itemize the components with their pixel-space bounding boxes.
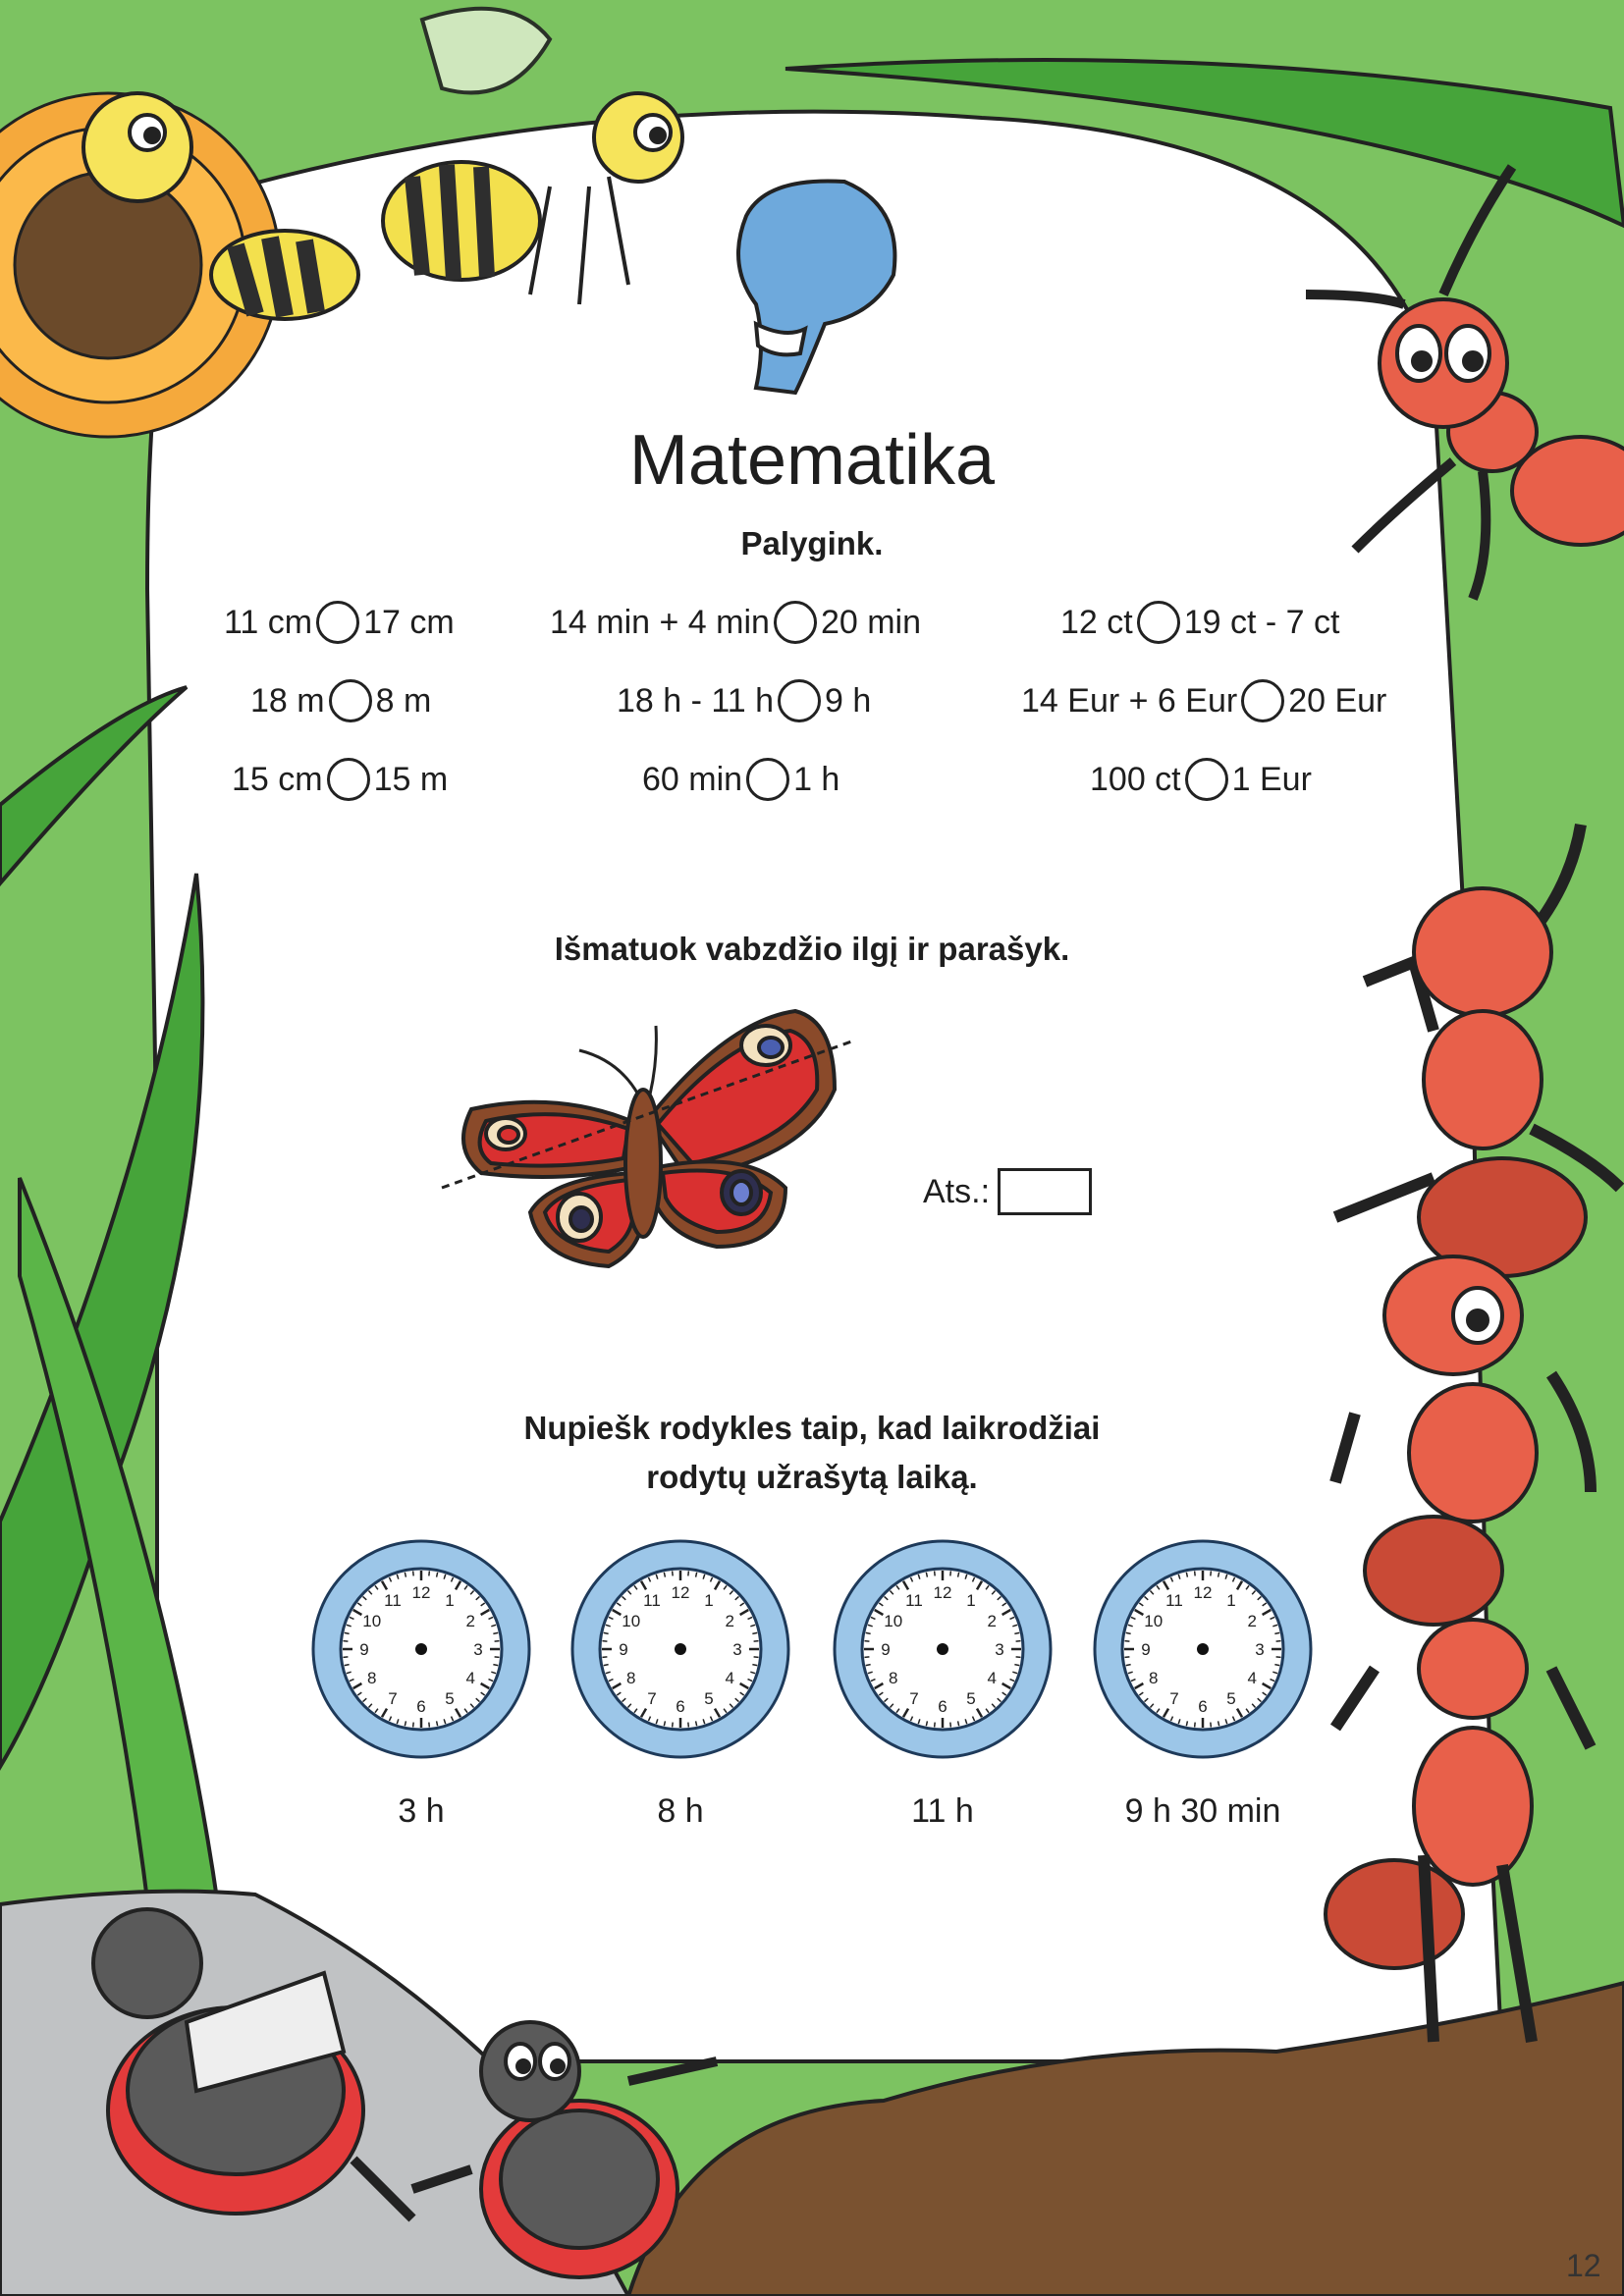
comparison-item <box>250 679 431 722</box>
clock-tick <box>1274 1632 1279 1633</box>
clock-numeral: 12 <box>933 1583 952 1602</box>
answer-circle[interactable] <box>746 758 789 801</box>
clock-tick <box>437 1721 438 1726</box>
comparison-item <box>1021 679 1386 722</box>
answer-circle[interactable] <box>1137 601 1180 644</box>
comparison-item <box>1060 601 1339 644</box>
clock-face[interactable] <box>1090 1536 1316 1762</box>
clock-tick <box>495 1657 500 1658</box>
clock-tick <box>664 1721 665 1726</box>
clock-numeral: 7 <box>647 1689 657 1709</box>
clock-tick <box>405 1721 406 1726</box>
clock-tick <box>1276 1657 1281 1658</box>
clock-tick <box>345 1665 350 1666</box>
clock-tick <box>1014 1665 1019 1666</box>
clock-tick <box>1124 1657 1129 1658</box>
answer-box[interactable] <box>998 1168 1092 1215</box>
clock-tick <box>1186 1721 1187 1726</box>
butterfly-icon <box>432 1001 864 1286</box>
clock-tick <box>602 1641 607 1642</box>
answer-circle[interactable] <box>329 679 372 722</box>
clock-tick <box>926 1721 927 1726</box>
clock-instruction-line1: Nupiešk rodykles taip, kad laikrodžiai <box>523 1410 1101 1446</box>
clock-tick <box>1186 1573 1187 1577</box>
clock-numeral: 5 <box>966 1689 976 1709</box>
answer-circle[interactable] <box>1241 679 1284 722</box>
clock-numeral: 9 <box>359 1640 369 1659</box>
comparison-right: 8 m <box>375 681 432 720</box>
comparison-item <box>642 758 839 801</box>
clock-time-label: 11 h <box>911 1792 974 1830</box>
clock-tick <box>413 1723 414 1728</box>
comparison-left: 60 min <box>642 760 743 798</box>
clock-time-label: 3 h <box>398 1792 445 1830</box>
comparison-left: 18 m <box>250 681 325 720</box>
clock-tick <box>673 1723 674 1728</box>
clock-tick <box>604 1632 609 1633</box>
clock-time-label: 8 h <box>657 1792 704 1830</box>
clock-tick <box>950 1723 951 1728</box>
clock-tick <box>1126 1632 1131 1633</box>
answer-circle[interactable] <box>316 601 359 644</box>
clock-instruction-line2: rodytų užrašytą laiką. <box>646 1459 978 1495</box>
page-title: Matematika <box>628 421 996 500</box>
clock-numeral: 12 <box>1193 1583 1213 1602</box>
clock-tick <box>754 1641 759 1642</box>
clock-numeral: 10 <box>1144 1612 1164 1630</box>
clock-tick <box>493 1632 498 1633</box>
clock-numeral: 5 <box>445 1689 455 1709</box>
clock-time-label: 9 h 30 min <box>1124 1792 1281 1830</box>
clock-numeral: 1 <box>966 1590 976 1610</box>
clock-center <box>1197 1643 1209 1655</box>
clock-center <box>675 1643 686 1655</box>
clock-tick <box>1218 1573 1219 1577</box>
clock-numeral: 11 <box>384 1590 402 1610</box>
clock-numeral: 10 <box>622 1612 641 1630</box>
answer-circle[interactable] <box>327 758 370 801</box>
clock-numeral: 4 <box>465 1669 475 1687</box>
clock-numeral: 2 <box>725 1612 734 1630</box>
clock-tick <box>664 1573 665 1577</box>
comparison-right: 1 Eur <box>1231 760 1312 798</box>
comparison-left: 100 ct <box>1090 760 1181 798</box>
clock-numeral: 10 <box>362 1612 382 1630</box>
clock-tick <box>935 1723 936 1728</box>
clock-tick <box>1016 1657 1021 1658</box>
answer-label: Ats.: <box>923 1173 991 1210</box>
clock-numeral: 3 <box>732 1640 742 1659</box>
clock-tick <box>495 1641 500 1642</box>
clock-tick <box>1218 1721 1219 1726</box>
clock-tick <box>413 1571 414 1575</box>
clock-numeral: 4 <box>725 1669 734 1687</box>
clock-numeral: 8 <box>889 1669 898 1687</box>
clock-numeral: 3 <box>995 1640 1004 1659</box>
clock-tick <box>696 1721 697 1726</box>
answer-circle[interactable] <box>1185 758 1228 801</box>
clock-numeral: 7 <box>1169 1689 1179 1709</box>
clock-tick <box>429 1571 430 1575</box>
comparison-right: 19 ct - 7 ct <box>1183 603 1340 641</box>
clock-tick <box>950 1571 951 1575</box>
clock-tick <box>864 1657 869 1658</box>
clock-numeral: 12 <box>411 1583 431 1602</box>
clock-tick <box>1195 1723 1196 1728</box>
clock-numeral: 1 <box>445 1590 455 1610</box>
clock-tick <box>1211 1571 1212 1575</box>
clock-tick <box>429 1723 430 1728</box>
clock-numeral: 5 <box>704 1689 714 1709</box>
clock-numeral: 6 <box>938 1697 947 1716</box>
clock-tick <box>1124 1641 1129 1642</box>
clock-tick <box>866 1632 871 1633</box>
clock-tick <box>688 1571 689 1575</box>
clock-tick <box>673 1571 674 1575</box>
clock-numeral: 3 <box>473 1640 483 1659</box>
comparison-left: 12 ct <box>1060 603 1133 641</box>
clock-center <box>415 1643 427 1655</box>
clock-tick <box>343 1657 348 1658</box>
clock-numeral: 4 <box>987 1669 997 1687</box>
clock-tick <box>437 1573 438 1577</box>
clock-numeral: 9 <box>881 1640 891 1659</box>
clock-numeral: 1 <box>1226 1590 1236 1610</box>
clock-tick <box>602 1657 607 1658</box>
clock-tick <box>1016 1641 1021 1642</box>
clock-numeral: 12 <box>671 1583 690 1602</box>
clock-tick <box>958 1573 959 1577</box>
clock-numeral: 2 <box>987 1612 997 1630</box>
clock-numeral: 2 <box>1247 1612 1257 1630</box>
measure-instruction: Išmatuok vabzdžio ilgį ir parašyk. <box>554 931 1070 967</box>
clock-numeral: 6 <box>416 1697 426 1716</box>
clock-tick <box>1276 1641 1281 1642</box>
clock-face[interactable] <box>830 1536 1056 1762</box>
comparison-left: 11 cm <box>224 603 313 641</box>
comparison-item <box>1090 758 1312 801</box>
clock-tick <box>696 1573 697 1577</box>
clock-tick <box>935 1571 936 1575</box>
comparison-left: 18 h - 11 h <box>617 681 775 720</box>
clock-tick <box>752 1665 757 1666</box>
clock-numeral: 8 <box>626 1669 636 1687</box>
clock-tick <box>493 1665 498 1666</box>
comparison-right: 15 m <box>373 760 449 798</box>
clock-tick <box>345 1632 350 1633</box>
clock-tick <box>343 1641 348 1642</box>
clock-numeral: 7 <box>909 1689 919 1709</box>
page-number: 12 <box>1566 2248 1601 2283</box>
clock-numeral: 2 <box>465 1612 475 1630</box>
clock-face[interactable] <box>308 1536 534 1762</box>
clock-numeral: 8 <box>367 1669 377 1687</box>
clock-numeral: 6 <box>676 1697 685 1716</box>
comparison-right: 17 cm <box>363 603 455 641</box>
comparison-left: 15 cm <box>232 760 323 798</box>
clock-tick <box>1195 1571 1196 1575</box>
clock-numeral: 1 <box>704 1590 714 1610</box>
clock-tick <box>1126 1665 1131 1666</box>
clock-numeral: 11 <box>905 1590 923 1610</box>
clock-numeral: 6 <box>1198 1697 1208 1716</box>
clock-numeral: 7 <box>388 1689 398 1709</box>
clock-tick <box>864 1641 869 1642</box>
clock-tick <box>688 1723 689 1728</box>
clock-numeral: 9 <box>619 1640 628 1659</box>
clock-numeral: 8 <box>1149 1669 1159 1687</box>
clock-tick <box>1211 1723 1212 1728</box>
clock-tick <box>754 1657 759 1658</box>
clock-center <box>937 1643 948 1655</box>
clock-tick <box>752 1632 757 1633</box>
comparison-right: 20 Eur <box>1288 681 1387 720</box>
clock-numeral: 4 <box>1247 1669 1257 1687</box>
compare-instruction: Palygink. <box>740 525 884 561</box>
comparison-left: 14 min + 4 min <box>550 603 770 641</box>
clock-tick <box>958 1721 959 1726</box>
clock-numeral: 10 <box>884 1612 903 1630</box>
clock-tick <box>926 1573 927 1577</box>
clock-numeral: 9 <box>1141 1640 1151 1659</box>
clock-numeral: 3 <box>1255 1640 1265 1659</box>
comparison-item <box>232 758 448 801</box>
clock-tick <box>866 1665 871 1666</box>
clock-tick <box>405 1573 406 1577</box>
comparison-item <box>224 601 455 644</box>
clock-numeral: 11 <box>643 1590 661 1610</box>
comparison-item <box>550 601 921 644</box>
clock-numeral: 5 <box>1226 1689 1236 1709</box>
answer-circle[interactable] <box>778 679 821 722</box>
clock-tick <box>604 1665 609 1666</box>
comparison-right: 20 min <box>820 603 922 641</box>
clock-numeral: 11 <box>1165 1590 1183 1610</box>
comparison-left: 14 Eur + 6 Eur <box>1021 681 1238 720</box>
comparison-right: 9 h <box>825 681 872 720</box>
clock-face[interactable] <box>568 1536 793 1762</box>
clock-tick <box>1014 1632 1019 1633</box>
comparison-right: 1 h <box>793 760 840 798</box>
clock-tick <box>1274 1665 1279 1666</box>
comparison-item <box>617 679 871 722</box>
answer-circle[interactable] <box>774 601 817 644</box>
